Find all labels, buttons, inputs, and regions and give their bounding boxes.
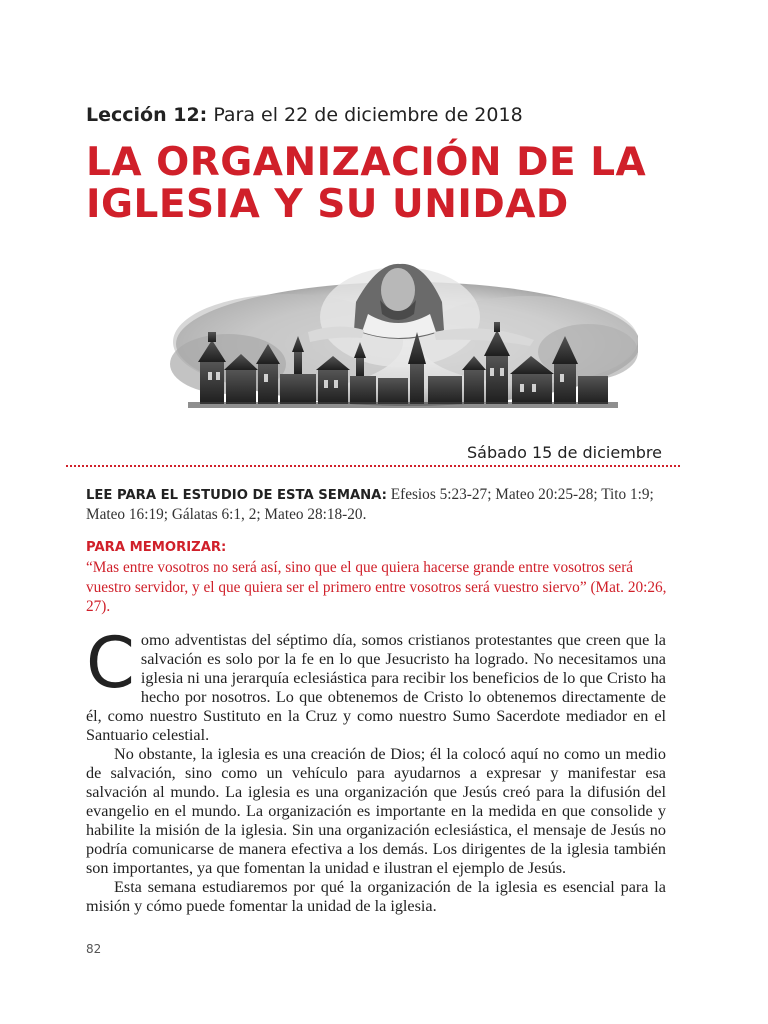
- reading-texts: Efesios 5:23-27; Mateo 20:25-28; Tito 1:9; Mateo 16:19; Gálatas 6:1, 2; Mateo 28:18-20.: [86, 486, 654, 523]
- page-number: 82: [86, 942, 102, 956]
- lesson-date: Para el 22 de diciembre de 2018: [213, 104, 523, 126]
- title-line-1: LA ORGANIZACIÓN DE LA: [86, 140, 647, 185]
- lesson-header: [86, 104, 523, 126]
- reading-label: LEE PARA EL ESTUDIO DE ESTA SEMANA:: [86, 488, 387, 503]
- lesson-label: Lección 12:: [86, 104, 208, 126]
- church-skyline-illustration: [168, 252, 638, 417]
- dotted-divider: [66, 465, 680, 467]
- day-heading: Sábado 15 de diciembre: [467, 443, 662, 462]
- memory-verse: “Mas entre vosotros no será así, sino que el que quiera hacerse grande entre vosotros será vuestro servidor, y el que quiera ser el primero entre vosotros será vuestro siervo” (Mat. 20:26, 27).: [86, 559, 667, 615]
- body-text: [86, 622, 666, 916]
- drop-cap: C: [86, 622, 135, 704]
- weekly-reading: [86, 485, 676, 524]
- title-line-2: IGLESIA Y SU UNIDAD: [86, 182, 569, 227]
- memorize-label: PARA MEMORIZAR:: [86, 540, 227, 555]
- page-title: [86, 142, 706, 226]
- paragraph-3: Esta semana estudiaremos por qué la organización de la iglesia es esencial para la misión y cómo puede fomentar la unidad de la iglesia.: [86, 878, 666, 915]
- paragraph-2: No obstante, la iglesia es una creación de Dios; él la colocó aquí no como un medio de salvación, sino como un vehículo para ayudarnos a expresar y manifestar esa salvación al mundo. La iglesia es una organización que Jesús creó para la difusión del evangelio en el mundo. La organización es importante en la medida en que consolide y habilite la misión de la iglesia. Sin una organización eclesiástica, el mensaje de Jesús no podría comunicarse de manera efectiva a los demás. Los dirigentes de la iglesia también son importantes, ya que fomentan la unidad e ilustran el ejemplo de Jesús.: [86, 745, 666, 877]
- paragraph-1: omo adventistas del séptimo día, somos cristianos protestantes que creen que la salvación es solo por la fe en lo que Jesucristo ha logrado. No necesitamos una iglesia ni una jerarquía eclesiástica para recibir los beneficios de lo que Cristo ha hecho por nosotros. Lo que obtenemos de Cristo lo obtenemos directamente de él, como nuestro Sustituto en la Cruz y como nuestro Sumo Sacerdote mediador en el Santuario celestial.: [86, 631, 666, 744]
